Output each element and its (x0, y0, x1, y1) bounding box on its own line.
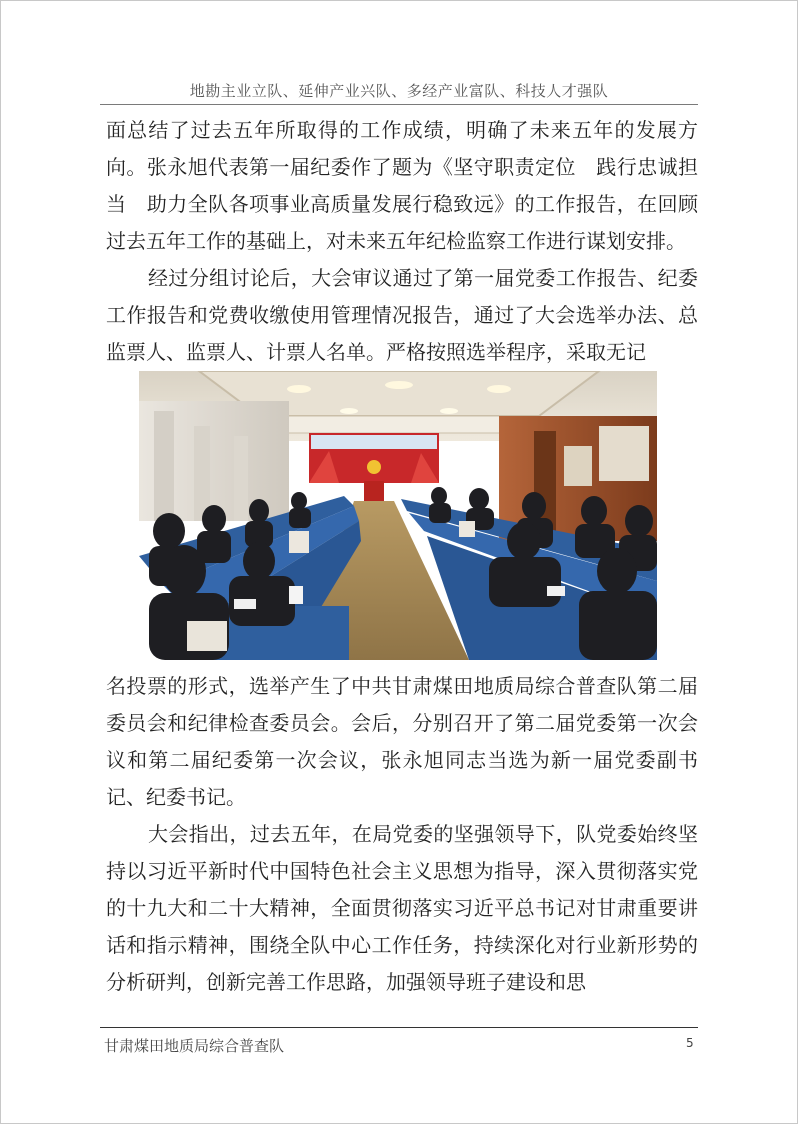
paragraph-1: 面总结了过去五年所取得的工作成绩，明确了未来五年的发展方向。张永旭代表第一届纪委作了题为《坚守职责定位 践行忠诚担当 助力全队各项事业高质量发展行稳致远》的工作报告，在回顾过去五年工作的基础上，对未来五年纪检监察工作进行谋划安排。 (106, 118, 698, 253)
footer-divider (100, 1027, 698, 1028)
paragraph-3: 名投票的形式，选举产生了中共甘肃煤田地质局综合普查队第二届委员会和纪律检查委员会。会后，分别召开了第二届党委第一次会议和第二届纪委第一次会议，张永旭同志当选为新一届党委副书记、纪委书记。 (106, 674, 698, 809)
header-divider (100, 104, 698, 105)
page-number: 5 (686, 1036, 694, 1050)
meeting-photo (139, 371, 657, 660)
header-slogan: 地勘主业立队、延伸产业兴队、多经产业富队、科技人才强队 (189, 82, 609, 100)
footer-organization: 甘肃煤田地质局综合普查队 (104, 1037, 285, 1055)
paragraph-2: 经过分组讨论后，大会审议通过了第一届党委工作报告、纪委工作报告和党费收缴使用管理情况报告，通过了大会选举办法、总监票人、监票人、计票人名单。严格按照选举程序，采取无记 (106, 266, 698, 364)
paragraph-4: 大会指出，过去五年，在局党委的坚强领导下，队党委始终坚持以习近平新时代中国特色社会主义思想为指导，深入贯彻落实党的十九大和二十大精神，全面贯彻落实习近平总书记对甘肃重要讲话和指示精神，围绕全队中心工作任务，持续深化对行业新形势的分析研判，创新完善工作思路，加强领导班子建设和思 (106, 822, 698, 994)
